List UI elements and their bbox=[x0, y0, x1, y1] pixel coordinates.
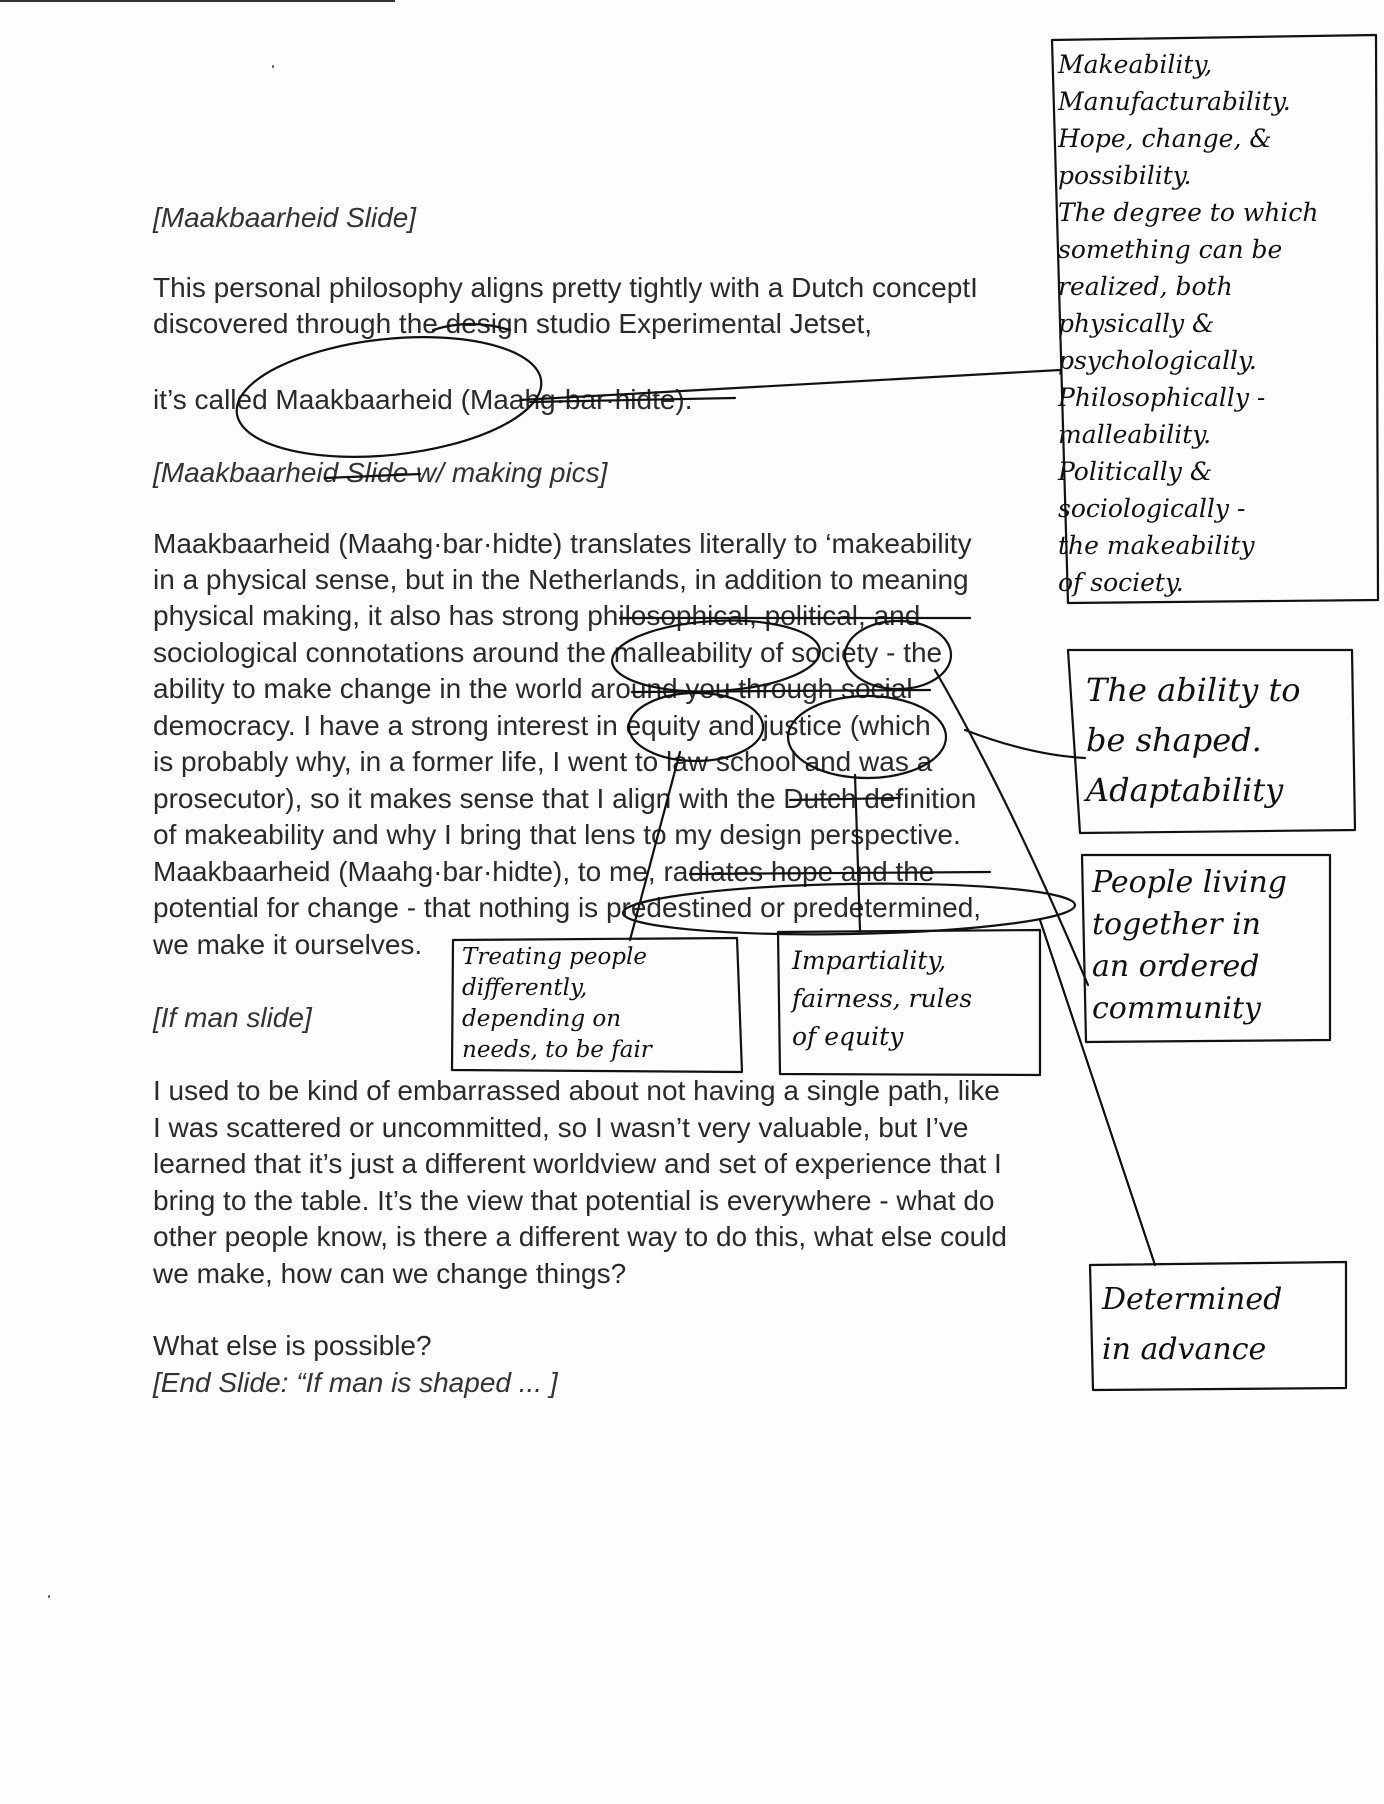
paragraph-line: of makeability and why I bring that lens to my design perspective. bbox=[153, 819, 961, 850]
paragraph-line: discovered through the design studio Experimental Jetset, bbox=[153, 308, 873, 339]
paragraph-line: prosecutor), so it makes sense that I align with the Dutch definition bbox=[153, 783, 977, 814]
note-line: be shaped. bbox=[1086, 721, 1262, 759]
paragraph-line: learned that it’s just a different worldview and set of experience that I bbox=[153, 1148, 1002, 1179]
note-line: Politically & bbox=[1058, 457, 1213, 486]
note-line: needs, to be fair bbox=[462, 1037, 652, 1063]
society-note-text bbox=[1092, 862, 1287, 1030]
makeability-note-text bbox=[1058, 46, 1318, 601]
paragraph-line: I used to be kind of embarrassed about not having a single path, like bbox=[153, 1075, 1000, 1106]
note-line: malleability. bbox=[1058, 420, 1212, 449]
note-line: fairness, rules bbox=[792, 984, 973, 1013]
note-line: of society. bbox=[1058, 568, 1184, 597]
slide-cue: [Maakbaarheid Slide] bbox=[153, 202, 417, 233]
paragraph-line: What else is possible? bbox=[153, 1330, 432, 1361]
note-line: an ordered bbox=[1092, 949, 1260, 984]
paragraph-line: ability to make change in the world around you through social bbox=[153, 673, 913, 704]
paragraph-line: we make it ourselves. bbox=[153, 929, 423, 960]
paragraph-line: I was scattered or uncommitted, so I wasn’t very valuable, but I’ve bbox=[153, 1112, 969, 1143]
paragraph-line: physical making, it also has strong philosophical, political, and bbox=[153, 600, 921, 631]
note-line: Makeability, bbox=[1058, 50, 1213, 79]
note-line: differently, bbox=[462, 975, 588, 1001]
paragraph-line: potential for change - that nothing is predestined or predetermined, bbox=[153, 892, 982, 923]
paragraph-line: is probably why, in a former life, I went to law school and was a bbox=[153, 746, 933, 777]
note-line: physically & bbox=[1058, 309, 1215, 338]
malleability-note-text bbox=[1086, 665, 1301, 815]
note-line: The ability to bbox=[1086, 671, 1301, 709]
note-line: depending on bbox=[462, 1006, 622, 1032]
note-line: Manufacturability. bbox=[1058, 87, 1291, 116]
slide-cue: [End Slide: “If man is shaped ... ] bbox=[153, 1367, 558, 1398]
note-line: psychologically. bbox=[1058, 346, 1257, 375]
paragraph-line: in a physical sense, but in the Netherlands, in addition to meaning bbox=[153, 564, 969, 595]
note-line: in advance bbox=[1102, 1332, 1267, 1367]
note-line: The degree to which bbox=[1058, 198, 1319, 227]
paragraph-line: Maakbaarheid (Maahg·bar·hidte) translates literally to ‘makeability bbox=[153, 528, 972, 559]
slide-cue: [If man slide] bbox=[153, 1002, 312, 1033]
note-line: People living bbox=[1092, 865, 1287, 900]
slide-cue: [Maakbaarheid Slide w/ making pics] bbox=[153, 457, 608, 488]
note-line: Treating people bbox=[462, 944, 647, 970]
paragraph-line: bring to the table. It’s the view that potential is everywhere - what do bbox=[153, 1185, 995, 1216]
note-line: Determined bbox=[1102, 1282, 1283, 1317]
justice-note-text bbox=[792, 942, 972, 1056]
paragraph-line: other people know, is there a different way to do this, what else could bbox=[153, 1221, 1007, 1252]
note-line: something can be bbox=[1058, 235, 1283, 264]
note-line: sociologically - bbox=[1058, 494, 1246, 523]
paragraph-line: we make, how can we change things? bbox=[153, 1258, 627, 1289]
note-line: Philosophically - bbox=[1058, 383, 1266, 412]
note-line: Impartiality, bbox=[792, 946, 947, 975]
note-line: Hope, change, & bbox=[1058, 124, 1272, 153]
note-line: the makeability bbox=[1058, 531, 1255, 560]
note-line: community bbox=[1092, 991, 1261, 1026]
equity-note-text bbox=[462, 942, 652, 1066]
note-line: Adaptability bbox=[1086, 771, 1284, 809]
paragraph-line: Maakbaarheid (Maahg·bar·hidte), to me, radiates hope and the bbox=[153, 856, 935, 887]
note-line: possibility. bbox=[1058, 161, 1192, 190]
paragraph-line: democracy. I have a strong interest in equity and justice (which bbox=[153, 710, 931, 741]
note-line: of equity bbox=[792, 1022, 904, 1051]
predetermined-note-text bbox=[1102, 1275, 1282, 1375]
note-line: together in bbox=[1092, 907, 1261, 942]
paragraph-line: it’s called Maakbaarheid (Maahg·bar·hidte). bbox=[153, 384, 693, 415]
paragraph-line: This personal philosophy aligns pretty tightly with a Dutch conceptI bbox=[153, 272, 978, 303]
paragraph-line: sociological connotations around the malleability of society - the bbox=[153, 637, 943, 668]
note-line: realized, both bbox=[1058, 272, 1233, 301]
